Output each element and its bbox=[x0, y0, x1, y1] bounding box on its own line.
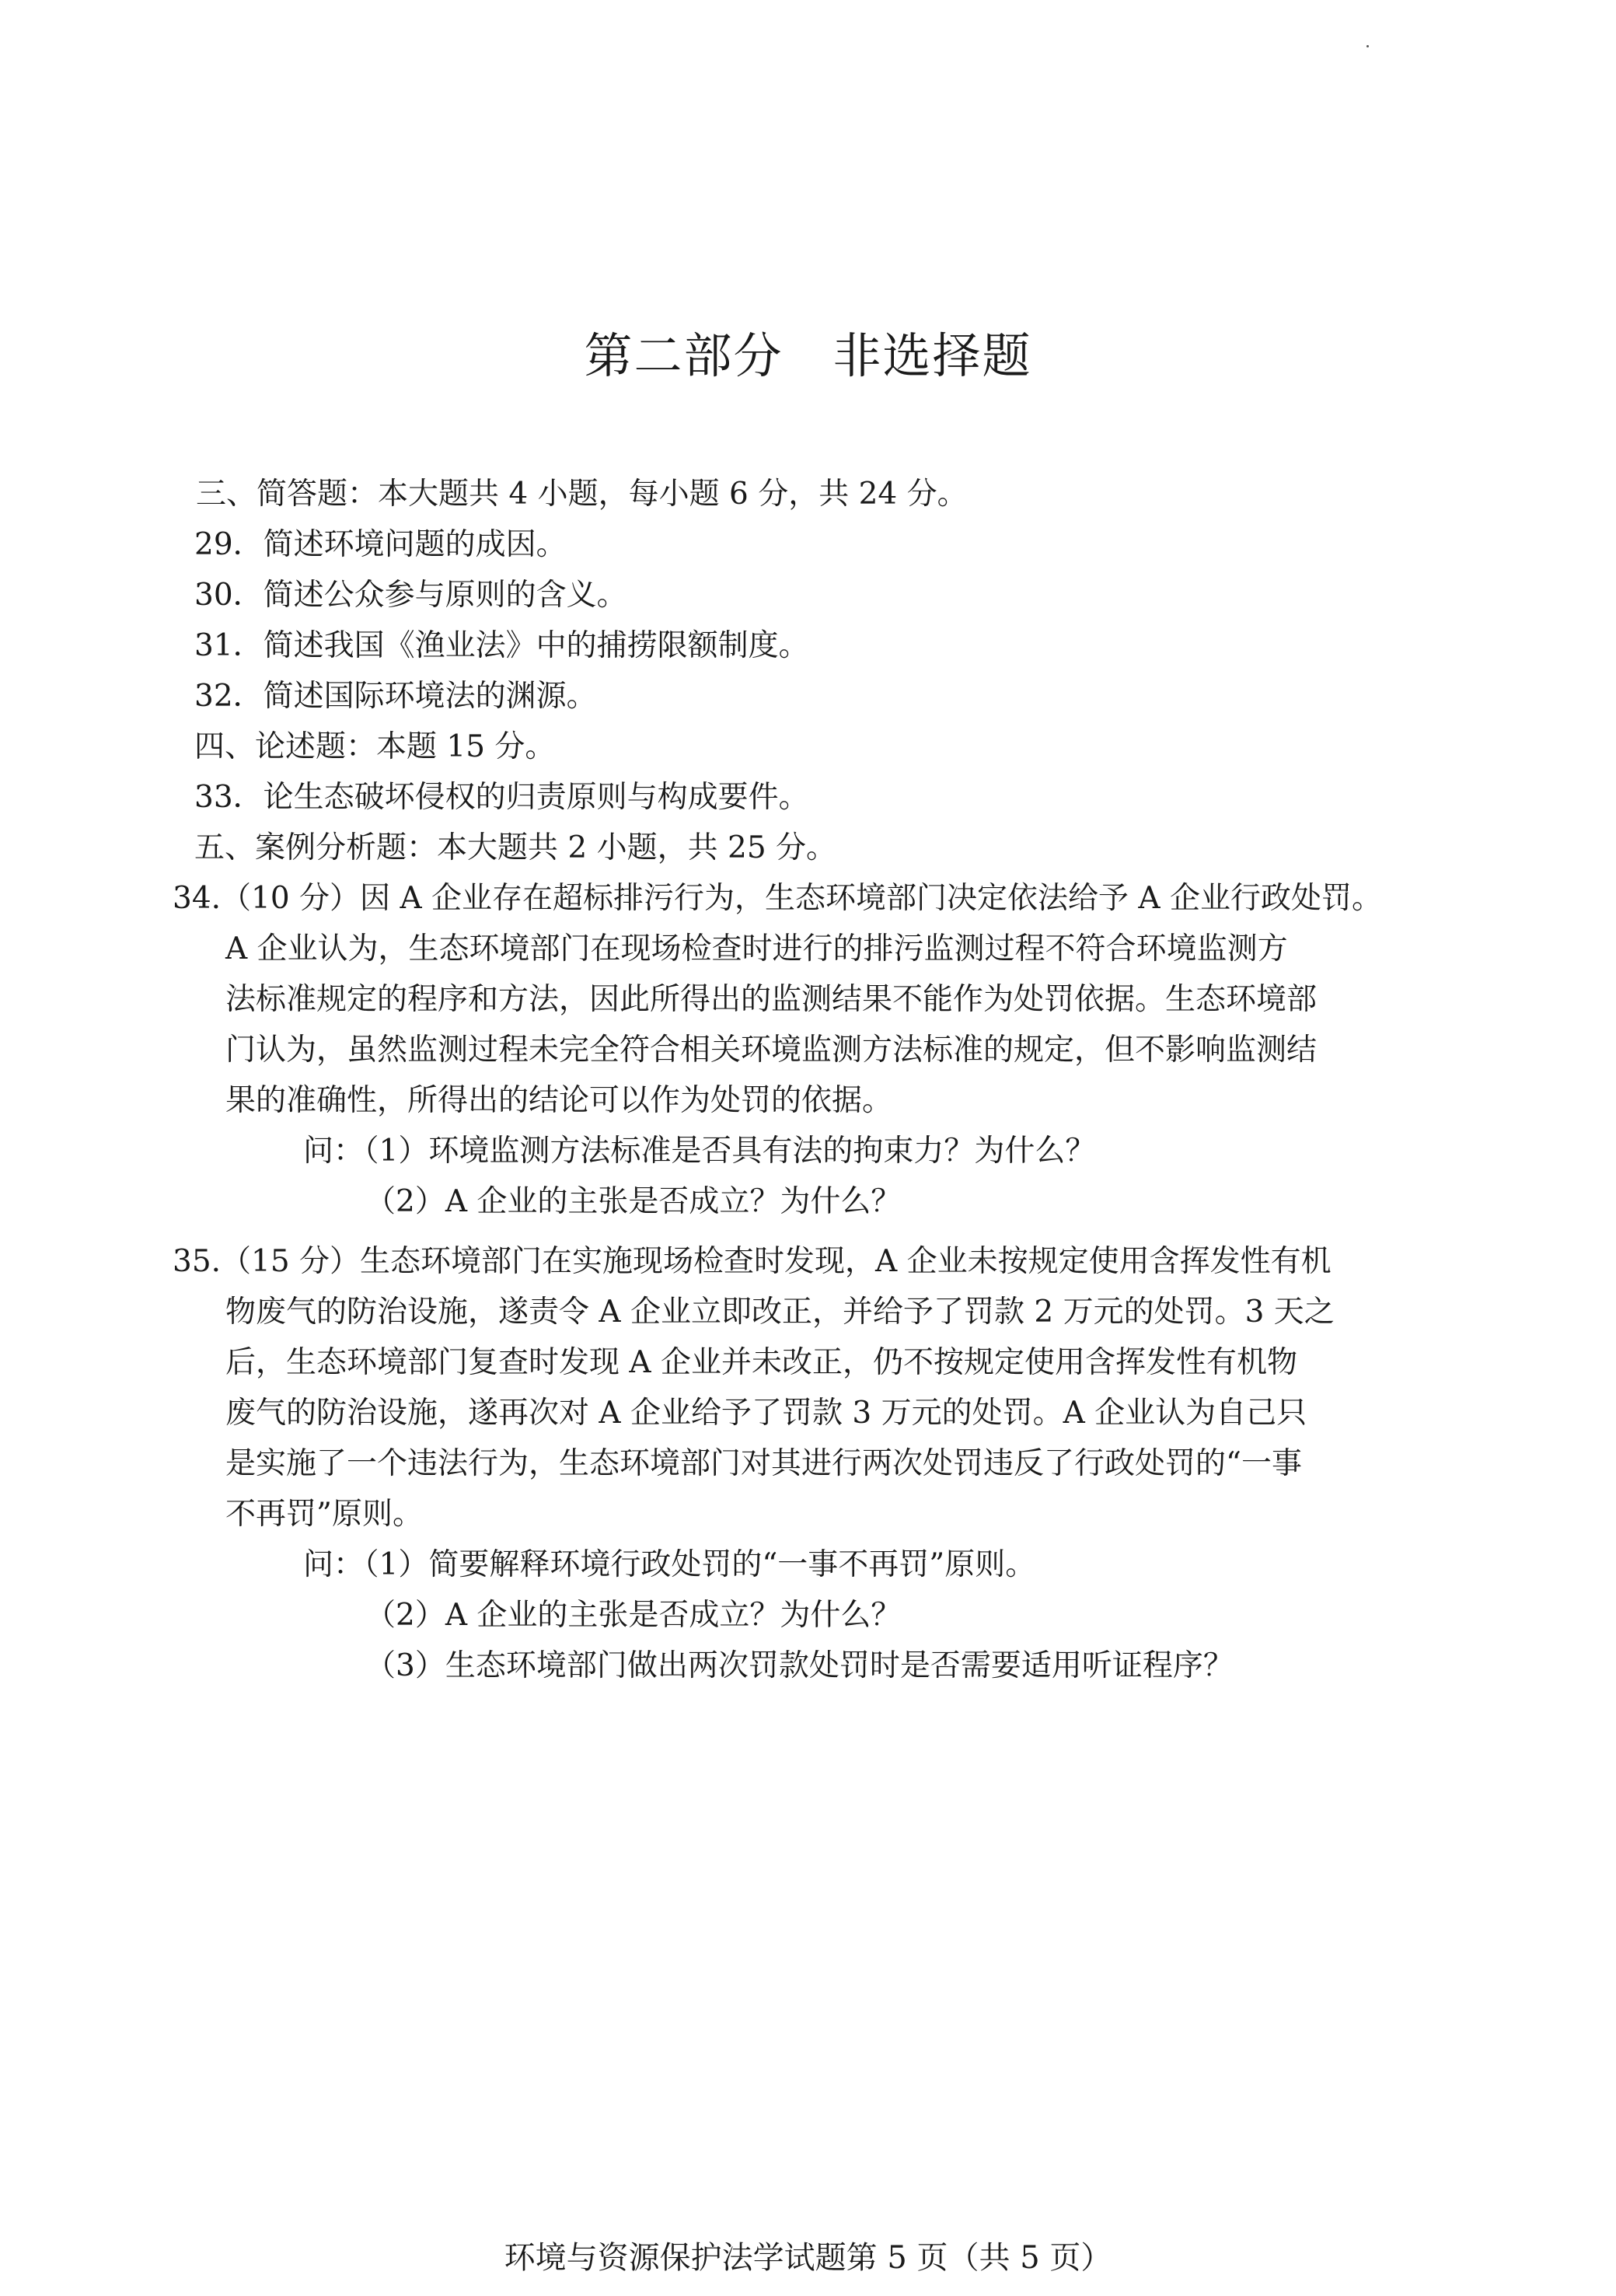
q35-ask-3: （3）生态环境部门做出两次罚款处罚时是否需要适用听证程序？ bbox=[365, 1648, 1234, 1683]
q34-ask-2: （2）A 企业的主张是否成立？为什么？ bbox=[365, 1184, 902, 1219]
q35-line-1: 35.（15 分）生态环境部门在实施现场检查时发现，A 企业未按规定使用含挥发性有机 bbox=[173, 1244, 1332, 1279]
q35-line-5: 是实施了一个违法行为，生态环境部门对其进行两次处罚违反了行政处罚的“一事 bbox=[225, 1446, 1302, 1481]
q34-line-4: 门认为，虽然监测过程未完全符合相关环境监测方法标准的规定，但不影响监测结 bbox=[225, 1033, 1318, 1068]
question-32: 32．简述国际环境法的渊源。 bbox=[194, 679, 597, 714]
page-footer: 环境与资源保护法学试题第 5 页（共 5 页） bbox=[504, 2240, 1112, 2276]
page-title: 第二部分 非选择题 bbox=[584, 327, 1032, 384]
q34-line-1: 34.（10 分）因 A 企业存在超标排污行为，生态环境部门决定依法给予 A 企业行政处罚。 bbox=[173, 881, 1382, 916]
question-31: 31．简述我国《渔业法》中的捕捞限额制度。 bbox=[194, 628, 809, 663]
scan-speck bbox=[1366, 45, 1369, 47]
q35-line-3: 后，生态环境部门复查时发现 A 企业并未改正，仍不按规定使用含挥发性有机物 bbox=[225, 1345, 1297, 1380]
question-30: 30．简述公众参与原则的含义。 bbox=[194, 578, 627, 613]
q35-line-4: 废气的防治设施，遂再次对 A 企业给予了罚款 3 万元的处罚。A 企业认为自己只 bbox=[225, 1396, 1307, 1431]
question-33: 33．论生态破坏侵权的归责原则与构成要件。 bbox=[194, 780, 809, 815]
q35-ask-1: 问：（1）简要解释环境行政处罚的“一事不再罚”原则。 bbox=[303, 1547, 1036, 1582]
q34-line-2: A 企业认为，生态环境部门在现场检查时进行的排污监测过程不符合环境监测方 bbox=[225, 931, 1288, 966]
q35-line-6: 不再罚”原则。 bbox=[225, 1497, 423, 1532]
short-answer-header: 三、简答题：本大题共 4 小题，每小题 6 分，共 24 分。 bbox=[196, 477, 968, 512]
q35-line-2: 物废气的防治设施，遂责令 A 企业立即改正，并给予了罚款 2 万元的处罚。3 天之 bbox=[225, 1295, 1335, 1330]
q34-ask-1: 问：（1）环境监测方法标准是否具有法的拘束力？为什么？ bbox=[303, 1134, 1096, 1169]
q34-line-5: 果的准确性，所得出的结论可以作为处罚的依据。 bbox=[225, 1083, 893, 1118]
question-29: 29．简述环境问题的成因。 bbox=[194, 527, 567, 562]
q34-line-3: 法标准规定的程序和方法，因此所得出的监测结果不能作为处罚依据。生态环境部 bbox=[225, 982, 1318, 1017]
case-header: 五、案例分析题：本大题共 2 小题，共 25 分。 bbox=[194, 830, 837, 865]
q35-ask-2: （2）A 企业的主张是否成立？为什么？ bbox=[365, 1598, 902, 1633]
essay-header: 四、论述题：本题 15 分。 bbox=[194, 729, 556, 764]
